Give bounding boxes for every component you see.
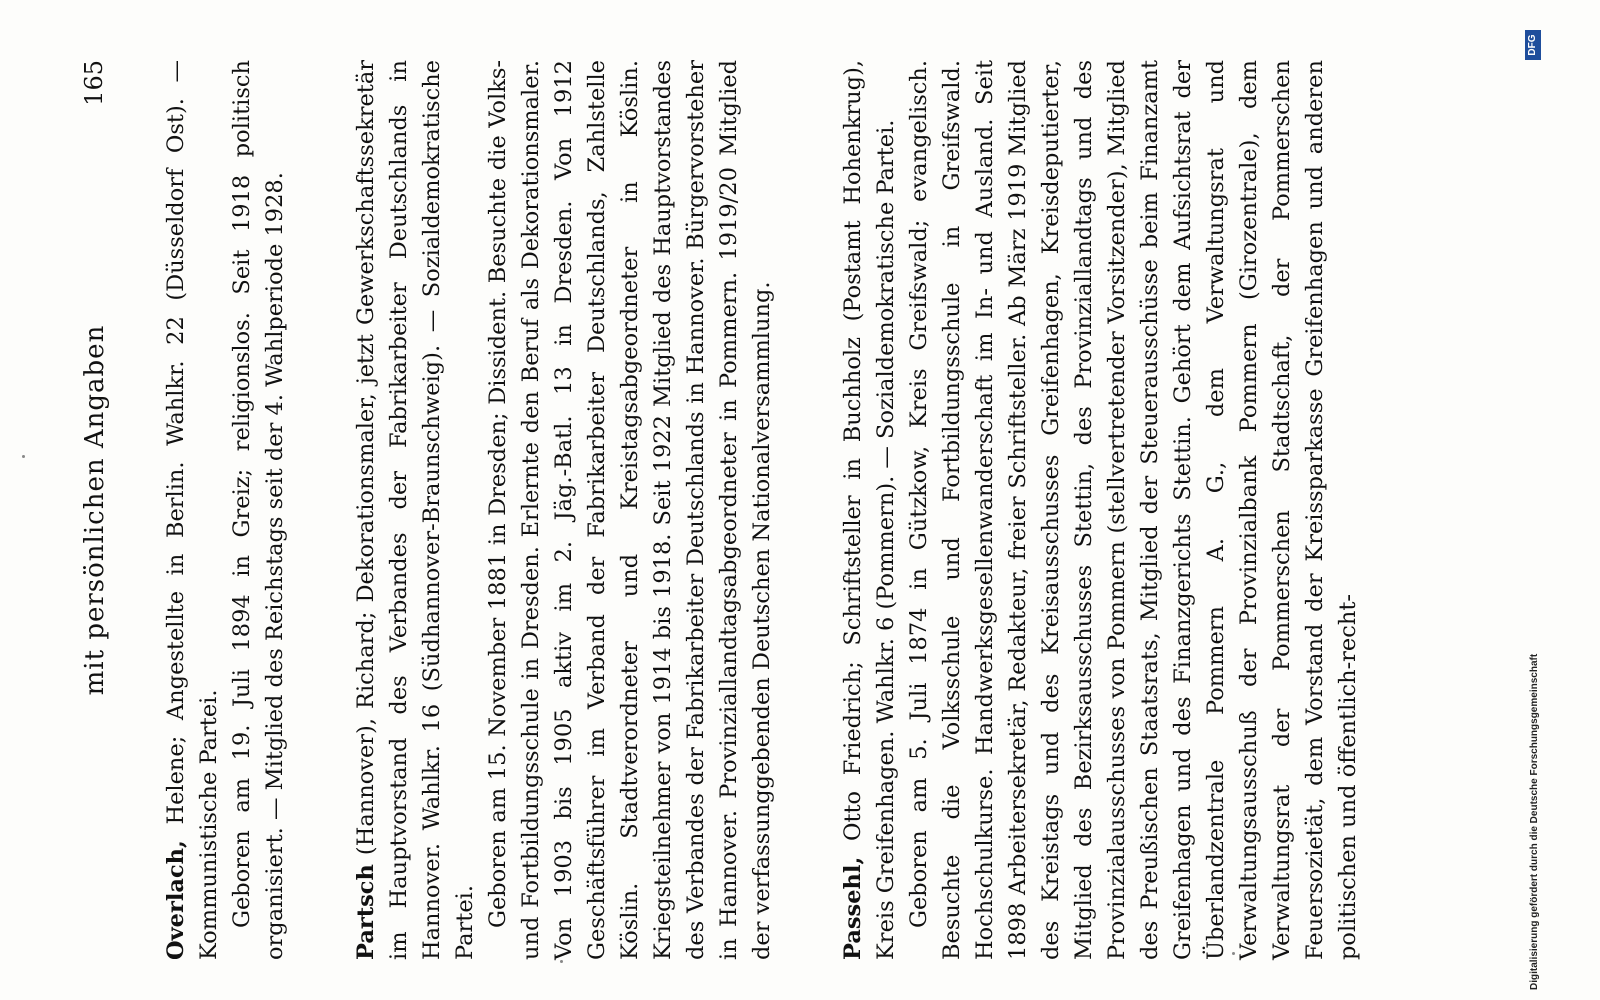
dfg-logo: DFG bbox=[1525, 30, 1541, 60]
page-content bbox=[60, 60, 1520, 960]
entry-name: Passehl, bbox=[840, 856, 866, 960]
entry-intro: (Hannover), Richard; Dekorationsmaler, jetzt Gewerkschaftssekretär im Hauptvorstand des Verbandes der Fabrikarbeiter Deutschlands in Hannover. Wahlkr. 16 (Südhannover-Braunschweig). — Sozialdemokratische Partei. bbox=[353, 60, 478, 960]
entry-passehl bbox=[837, 60, 1365, 960]
scan-speck bbox=[1232, 952, 1235, 955]
entry-overlach bbox=[160, 60, 292, 960]
page-number: 165 bbox=[80, 60, 108, 106]
entry-intro: Otto Friedrich; Schriftsteller in Buchholz (Postamt Hohenkrug), Kreis Greifenhagen. Wahlkr. 6 (Pommern). — Sozialdemokratische Partei. bbox=[840, 60, 899, 960]
scan-speck bbox=[22, 455, 25, 458]
entry-partsch bbox=[350, 60, 779, 960]
entry-name: Overlach, bbox=[163, 840, 189, 960]
entry-paragraph: Geboren am 15. November 1881 in Dresden; Dissident. Besuchte die Volks- und Fortbildungsschule in Dresden. Erlernte den Beruf als Dekorationsmaler. Von 1903 bis 1905 aktiv im 2. Jäg.-Batl. 13 in Dresden. Von 1912 Geschäftsführer im Verband der Fabrikarbeiter Deutschlands, Zahlstelle Köslin. Stadtverordneter und Kreistagsabgeordneter in Köslin. Kriegsteilnehmer von 1914 bis 1918. Seit 1922 Mitglied des Hauptvorstandes des Verbandes der Fabrikarbeiter Deutschlands in Hannover. Bürgervorsteher in Hannover. Provinziallandtagsabgeordneter in Pommern. 1919/20 Mitglied der verfassunggebenden Deutschen Nationalversammlung. bbox=[485, 60, 775, 960]
entry-paragraph: Geboren am 5. Juli 1874 in Gützkow, Kreis Greifswald; evangelisch. Besuchte die Volksschule und Fortbildungsschule in Greifswald. Hochschulkurse. Handwerksgesellenwanderschaft im In- und Ausland. Seit 1898 Arbeitersekretär, Redakteur, freier Schriftsteller. Ab März 1919 Mitglied des Kreistags und des Kreisausschusses Greifenhagen, Kreisdeputierter, Mitglied des Bezirksausschusses Stettin, des Provinziallandtags und des Provinzialausschusses von Pommern (stellvertretender Vorsitzender), Mitglied des Preußischen Staatsrats, Mitglied der Steuerausschüsse beim Finanzamt Greifenhagen und des Finanzgerichts Stettin. Gehört dem Aufsichtsrat der Überlandzentrale Pommern A. G., dem Verwaltungsrat und Verwaltungsausschuß der Provinzialbank Pommern (Girozentrale), dem Verwaltungsrat der Pommerschen Stadtschaft, der Pommerschen Feuersozietät, dem Vorstand der Kreissparkasse Greifenhagen und anderen politischen und öffentlich-recht- bbox=[906, 60, 1361, 960]
entry-name: Partsch bbox=[353, 864, 379, 960]
scan-credit-text: Digitalisierung gefördert durch die Deutsche Forschungsgemeinschaft bbox=[1529, 653, 1540, 990]
scan-speck bbox=[560, 960, 563, 963]
page-header bbox=[80, 60, 120, 960]
biography-entries bbox=[160, 60, 1423, 960]
running-head: mit persönlichen Angaben bbox=[80, 324, 110, 696]
entry-intro: Helene; Angestellte in Berlin. Wahlkr. 22 (Düsseldorf Ost). — Kommunistische Partei. bbox=[163, 60, 222, 960]
scan-credit bbox=[1515, 0, 1560, 1000]
entry-paragraph: Geboren am 19. Juli 1894 in Greiz; religionslos. Seit 1918 politisch organisiert. — Mitglied des Reichstags seit der 4. Wahlperiode 1928. bbox=[229, 60, 288, 960]
